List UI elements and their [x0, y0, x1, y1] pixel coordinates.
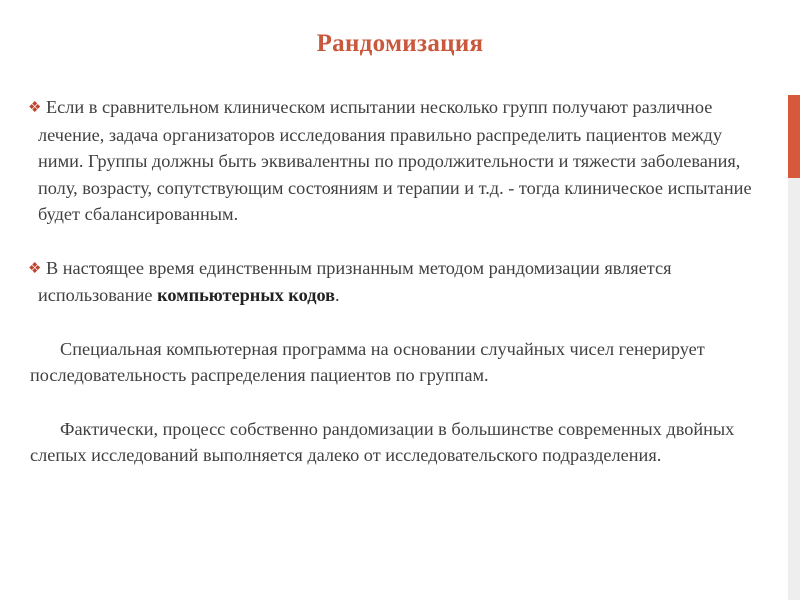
slide-content [30, 94, 760, 469]
computer-codes-emphasis: компьютерных кодов [157, 285, 336, 305]
side-bar [788, 178, 800, 600]
paragraph-method-end: . [335, 285, 340, 305]
paragraph-groups [30, 94, 760, 228]
paragraph-actually: Фактически, процесс собственно рандомизации в большинстве современных двойных слепых исследований выполняется далеко от исследовательского подразделения. [30, 418, 735, 465]
accent-bar [788, 95, 800, 178]
diamond-bullet-icon: ❖ [28, 100, 42, 116]
paragraph-method [30, 255, 760, 309]
diamond-bullet-icon: ❖ [28, 260, 42, 277]
slide-title: Рандомизация [316, 30, 484, 57]
paragraph-method-text: В настоящее время единственным признанным методом рандомизации является использование [38, 257, 672, 305]
paragraph-program: Специальная компьютерная программа на основании случайных чисел генерирует последовательность распределения пациентов по группам. [30, 338, 705, 385]
paragraph-groups-text: Если в сравнительном клиническом испытании несколько групп получают различное лечение, задача организаторов исследования правильно распределить пациентов между ними. Группы должны быть эквивалентны по продолжительности и тяжести заболевания, полу, возрасту, сопутствующим состояниям и терапии и т.д. - тогда клиническое испытание будет сбалансированным. [38, 97, 752, 224]
